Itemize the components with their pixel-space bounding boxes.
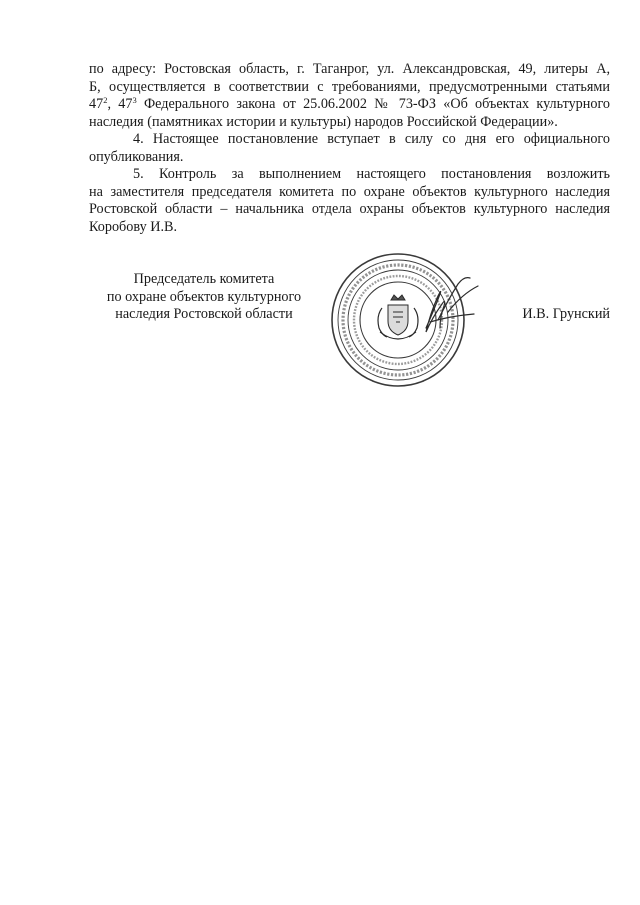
signatory-title-line: по охране объектов культурного <box>106 288 302 305</box>
text-line-with-superscripts <box>89 96 610 114</box>
paragraph-4-line: опубликования. <box>89 148 184 165</box>
paragraph-5-line: 5. Контроль за выполнением настоящего постановления возложить <box>133 166 610 182</box>
text-line: наследия (памятниках истории и культуры) народов Российской Федерации». <box>89 113 558 130</box>
article-superscript: 2 <box>103 95 108 105</box>
article-superscript: 3 <box>132 95 137 105</box>
paragraph-4-line: 4. Настоящее постановление вступает в силу со дня его официального <box>133 131 610 147</box>
paragraph-5-line: на заместителя председателя комитета по охране объектов культурного наследия <box>89 183 610 200</box>
text-line: по адресу: Ростовская область, г. Таганрог, ул. Александровская, 49, литеры А, <box>89 61 610 77</box>
document-body <box>89 61 610 236</box>
text-line: Б, осуществляется в соответствии с требованиями, предусмотренными статьями <box>89 78 610 95</box>
article-number: , 47 <box>107 96 133 112</box>
signatory-title-line: Председатель комитета <box>133 271 275 287</box>
paragraph-5-line: Ростовской области – начальника отдела охраны объектов культурного наследия <box>89 201 610 217</box>
signatory-name: И.В. Грунский <box>522 306 610 322</box>
text-fragment: Федерального закона от 25.06.2002 № 73-ФЗ «Об объектах культурного <box>136 96 611 112</box>
signatory-title-line: наследия Ростовской области <box>115 306 293 322</box>
paragraph-5-line: Коробову И.В. <box>89 218 178 235</box>
signatory-title <box>89 271 319 324</box>
official-seal-icon <box>330 250 492 390</box>
article-number: 47 <box>89 96 104 112</box>
